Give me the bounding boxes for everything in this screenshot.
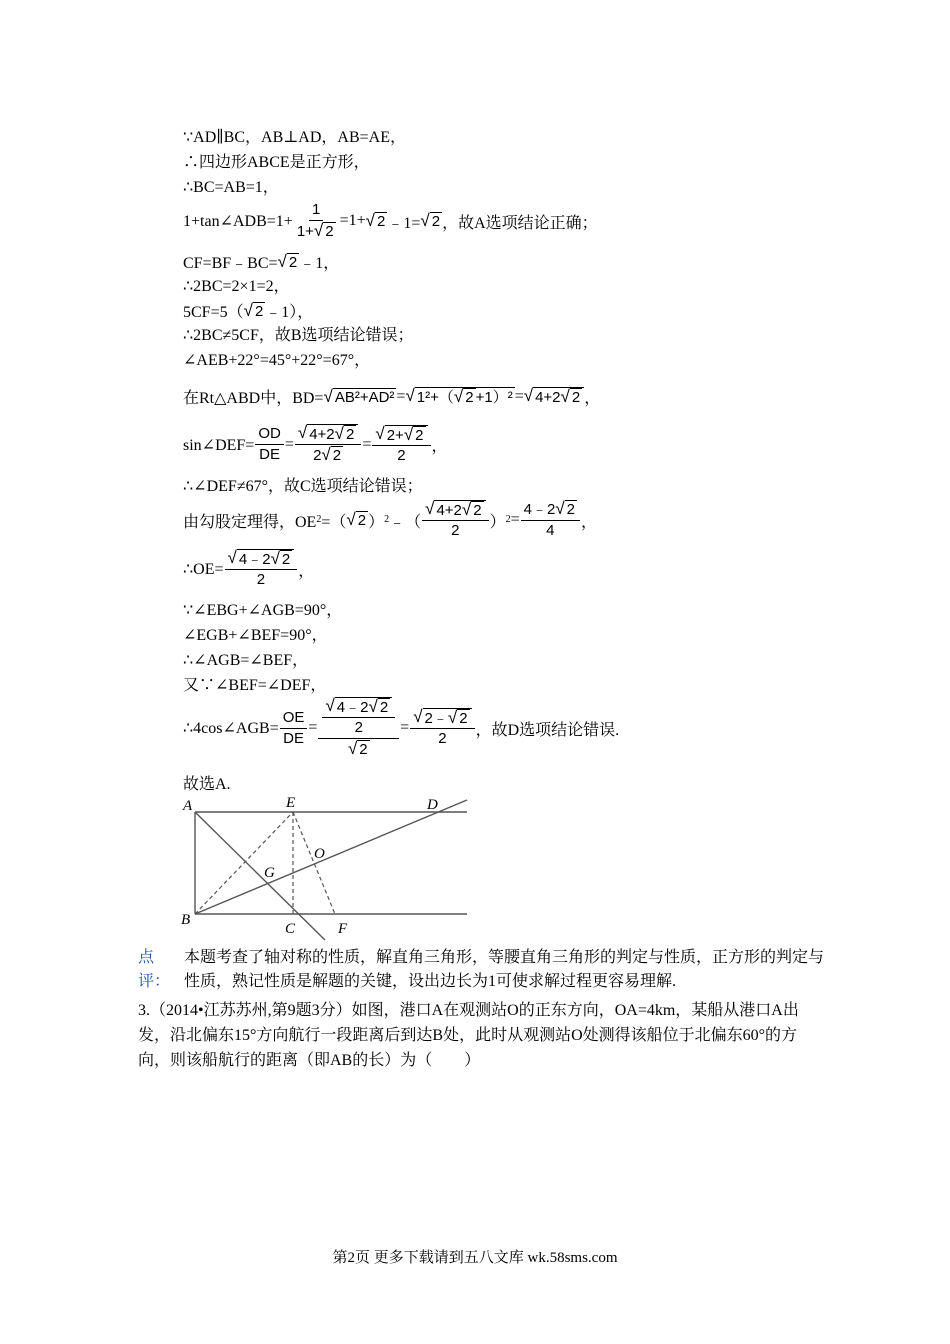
sqrt: √ 2 <box>346 510 367 529</box>
solution-line-20: 故选A. <box>183 776 231 793</box>
comment-block <box>138 946 825 998</box>
sqrt: √ 2 <box>420 211 441 230</box>
sqrt: √ 4+2 √ 2 <box>524 387 584 406</box>
problem-3: 3.（2014•江苏苏州,第9题3分）如图，港口A在观测站O的正东方向，OA=4km，某船从港口A出发，沿北偏东15°方向航行一段距离后到达B处，此时从观测站O处测得该船位于北偏东60°的方向，则该船航行的距离（即AB的长）为（ ） <box>138 1002 799 1069</box>
sqrt: √ 2 <box>321 445 342 464</box>
label-o: O <box>314 846 325 862</box>
label-c: C <box>285 921 296 937</box>
fraction: 1 1+ √ 2 <box>296 201 334 240</box>
fraction: √ 4﹣2 √ 2 2 <box>322 697 395 737</box>
page-footer: 第2页 更多下载请到五八文库 wk.58sms.com <box>332 1250 618 1266</box>
sqrt: √ 4﹣2 √ 2 <box>228 549 295 568</box>
sqrt: √ 2 <box>270 549 291 568</box>
sqrt: √ 2 <box>403 424 424 444</box>
label-b: B <box>181 912 191 928</box>
solution-line-15: ∵∠EBG+∠AGB=90°， <box>183 602 343 619</box>
label-d: D <box>427 797 438 813</box>
solution-line-1: ∵AD∥BC，AB⊥AD，AB=AE， <box>183 129 406 146</box>
fraction: $\frac{OD}{DE}$ <box>255 425 284 464</box>
solution-line-2: ∴四边形ABCE是正方形， <box>183 154 370 171</box>
comment-label-1: 点 <box>138 949 155 966</box>
solution-line-8: ∴2BC≠5CF，故B选项结论错误； <box>183 327 414 344</box>
fraction: $\frac{OE}{DE}$ <box>280 709 308 748</box>
solution-line-4: 1+tan∠ADB=1+ 1 1+ √ 2 =1+ √ 2 ﹣1= √ 2 ，故A选项结论正确； <box>183 201 598 240</box>
label-g: G <box>264 865 275 881</box>
line-ac <box>195 812 325 940</box>
comment-text: 本题考查了轴对称的性质，解直角三角形，等腰直角三角形的判定与性质，正方形的判定与性质，熟记性质是解题的关键，设出边长为1可使求解过程更容易理解. <box>184 949 825 990</box>
sqrt: √ 2 <box>313 221 334 240</box>
solution-line-16: ∠EGB+∠BEF=90°， <box>183 627 328 644</box>
fraction: √ 4+2 √ 2 2 √ 2 <box>295 424 361 465</box>
solution-line-17: ∴∠AGB=∠BEF， <box>183 652 309 669</box>
solution-line-5: CF=BF﹣BC= √ 2 ﹣1， <box>183 251 340 272</box>
solution-line-7: 5CF=5（ √ 2 ﹣1）， <box>183 300 314 321</box>
fraction: √ 2﹣ √ 2 2 <box>410 708 474 748</box>
geometry-figure <box>175 792 475 942</box>
label-a: A <box>183 798 193 814</box>
fraction: 4﹣2 √ 2 4 <box>521 500 580 540</box>
line-ef <box>293 812 335 914</box>
sqrt: √ 2 <box>368 697 389 716</box>
line-bd <box>195 800 467 914</box>
fraction: √ 4﹣2 √ 2 2 <box>225 549 298 589</box>
solution-line-11: sin∠DEF= $\frac{OD}{DE}$ = √ 4+2 √ 2 2 √ 2 = √ 2+ √ 2 2 ， <box>183 423 448 464</box>
sqrt: √ 1²+（ √ 2 +1）² <box>405 386 513 406</box>
solution-line-18: 又∵∠BEF=∠DEF， <box>183 677 327 694</box>
sqrt: √ 2 <box>447 708 468 727</box>
fraction: √ 2+ √ 2 2 <box>372 425 430 465</box>
sqrt: √ 4+2 √ 2 <box>298 424 358 443</box>
solution-line-12: ∴∠DEF≠67°，故C选项结论错误； <box>183 478 423 495</box>
solution-line-13: 由勾股定理得，OE 2 =（ √ 2 ） 2 ﹣（ √ 4+2 √ 2 2 ） 2 = 4﹣2 √ 2 4 ， <box>183 499 598 539</box>
sqrt: √ 2 <box>453 387 474 406</box>
sqrt: √ 2 <box>277 251 298 271</box>
sqrt: √ 4+2 √ 2 <box>425 500 485 519</box>
comment-label-2: 评： <box>138 973 171 990</box>
fraction: √ 4+2 √ 2 2 <box>422 500 488 540</box>
solution-line-6: ∴2BC=2×1=2， <box>183 278 290 295</box>
sqrt: √ AB²+AD² <box>323 386 395 406</box>
sqrt: √ 2 <box>365 211 386 230</box>
label-f: F <box>338 921 348 937</box>
compound-fraction <box>318 697 399 759</box>
sqrt: √ 2 <box>334 424 355 443</box>
sqrt: √ 2﹣ √ 2 <box>413 708 471 727</box>
sqrt: √ 2 <box>243 300 264 320</box>
solution-line-19: ∴4cos∠AGB= $\frac{OE}{DE}$ = √ 4﹣2 √ 2 2 √ 2 = √ 2﹣ √ 2 2 ，故D选项结论错误. <box>183 696 620 758</box>
solution-line-3: ∴BC=AB=1， <box>183 179 279 196</box>
solution-line-10: 在Rt△ABD中，BD= √ AB²+AD² = √ 1²+（ √ 2 +1）² = √ 4+2 √ 2 ， <box>183 386 601 407</box>
solution-line-9: ∠AEB+22°=45°+22°=67°， <box>183 352 371 369</box>
sqrt: √ 2 <box>461 500 482 519</box>
sqrt: √ 4﹣2 √ 2 <box>325 697 392 716</box>
label-e: E <box>286 795 296 811</box>
sqrt: √ 2 <box>560 387 581 406</box>
solution-line-14: ∴OE= √ 4﹣2 √ 2 2 ， <box>183 548 315 588</box>
sqrt: √ 2+ √ 2 <box>375 425 427 444</box>
sqrt: √ 2 <box>555 499 575 518</box>
sqrt: √ 2 <box>347 739 368 758</box>
